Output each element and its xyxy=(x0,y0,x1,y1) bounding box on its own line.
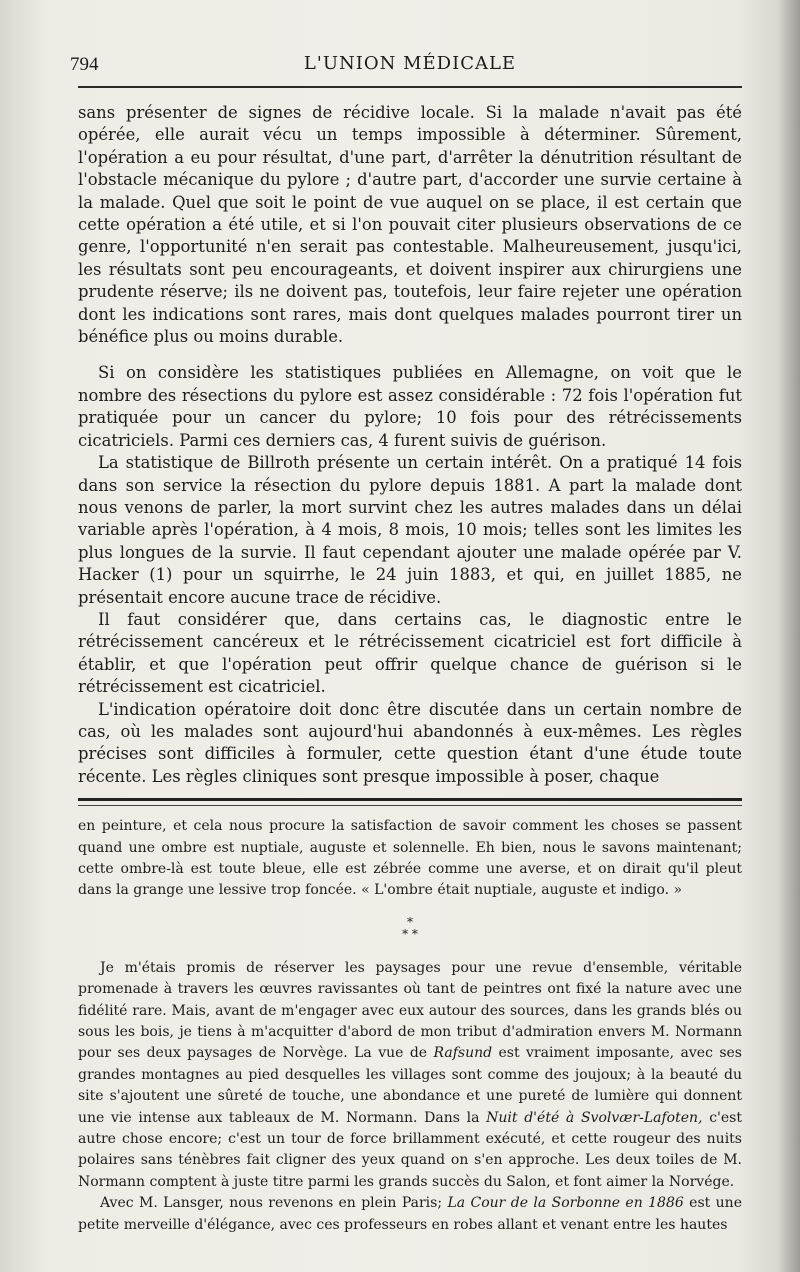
italic-title: Rafsund xyxy=(433,1045,493,1062)
star-bottom: * * xyxy=(402,926,418,941)
feuilleton-paragraph xyxy=(78,958,742,1193)
feuilleton-paragraph: en peinture, et cela nous procure la satisfaction de savoir comment les choses se passent quand une ombre est nuptiale, auguste et solennelle. Eh bien, nous le savons maintenant; cette ombre-là est toute bleue, elle est zébrée comme une averse, et on dirait qu'il pleut dans la grange une lessive trop foncée. « L'ombre était nuptiale, auguste et indigo. » xyxy=(78,818,742,899)
body-paragraph: Il faut considérer que, dans certains cas, le diagnostic entre le rétrécissement cancéreux et le rétrécissement cicatriciel est fort difficile à établir, et que l'opération peut offrir quelque chance de guérison si le rétrécissement est cicatriciel. xyxy=(78,609,742,697)
text-run: Avec M. Lansger, nous revenons en plein Paris; xyxy=(100,1195,448,1212)
article-body xyxy=(78,102,742,788)
feuilleton-separator xyxy=(78,798,742,806)
header-rule xyxy=(78,86,742,88)
body-paragraph: sans présenter de signes de récidive locale. Si la malade n'avait pas été opérée, elle aurait vécu un temps impossible à déterminer. Sûrement, l'opération a eu pour résultat, d'une part, d'arrêter la dénutrition résultant de l'obstacle mécanique du pylore ; d'autre part, d'accorder une survie certaine à la malade. Quel que soit le point de vue auquel on se place, il est certain que cette opération a été utile, et si l'on pouvait citer plusieurs observations de ce genre, l'opportunité n'en serait pas contestable. Malheureusement, jusqu'ici, les résultats sont peu encourageants, et doivent inspirer aux chirurgiens une prudente réserve; ils ne doivent pas, toutefois, leur faire rejeter une opération dont les indications sont rares, mais dont quelques malades pourront tirer un bénéfice plus ou moins durable. xyxy=(78,103,742,347)
feuilleton xyxy=(78,816,742,1236)
feuilleton-paragraph xyxy=(78,1193,742,1236)
text-run: Je m'étais promis de réserver les paysages pour une revue d'ensemble, véritable promenade à travers les œuvres ravissantes où tant de peintres ont fixé la nature avec une fidélité rare. Mais, avant de m'engager avec eux autour des sources, dans les grands blés ou sous les bois, je tiens à m'acquitter d'abord de mon tribut d'admiration envers M. Normann pour ses deux paysages de Norvège. La vue de xyxy=(78,959,742,1062)
page-number: 794 xyxy=(70,54,99,75)
star-top: * xyxy=(407,914,413,929)
page-header xyxy=(70,36,742,76)
italic-title: La Cour de la Sorbonne en 1886 xyxy=(447,1195,684,1212)
text-run: est une petite merveille d'élégance, avec ces professeurs en robes allant et venant entre les hautes xyxy=(78,1195,742,1233)
journal-title: L'UNION MÉDICALE xyxy=(303,53,517,74)
body-paragraph: L'indication opératoire doit donc être discutée dans un certain nombre de cas, où les malades sont aujourd'hui abandonnés à eux-mêmes. Les règles précises sont difficiles à formuler, cette question étant d'une étude toute récente. Les règles cliniques sont presque impossible à poser, chaque xyxy=(78,699,742,786)
body-paragraph: Si on considère les statistiques publiées en Allemagne, on voit que le nombre des résections du pylore est assez considérable : 72 fois l'opération fut pratiquée pour un cancer du pylore; 10 fois pour des rétrécissements cicatriciels. Parmi ces derniers cas, 4 furent suivis de guérison. xyxy=(78,363,742,450)
italic-title: Nuit d'été à Svolvær-Lafoten, xyxy=(486,1109,703,1126)
body-paragraph: La statistique de Billroth présente un certain intérêt. On a pratiqué 14 fois dans son service la résection du pylore depuis 1881. A part la malade dont nous venons de parler, la mort survint chez les autres malades dans un délai variable après l'opération, à 4 mois, 8 mois, 10 mois; telles sont les limites les plus longues de la survie. Il faut cependant ajouter une malade opérée par V. Hacker (1) pour un squirrhe, le 24 juin 1883, et qui, en juillet 1885, ne présentait encore aucune trace de récidive. xyxy=(78,453,742,607)
binding-shadow xyxy=(778,0,800,1272)
section-stars xyxy=(78,916,742,940)
text-run: est vraiment imposante, avec ses grandes montagnes au pied desquelles les villages sont comme des joujoux; à la beauté du site s'ajoutent une sûreté de touche, une abondance et une pureté de lumière qui donnent une vie intense aux tableaux de M. Normann. Dans la xyxy=(78,1045,742,1126)
text-run: c'est autre chose encore; c'est un tour de force brillamment exécuté, et cette rougeur des nuits polaires sans ténèbres fait cligner des yeux quand on s'en approche. Les deux toiles de M. Normann comptent à juste titre parmi les grands succès du Salon, et font aimer la Norvége. xyxy=(78,1109,742,1190)
